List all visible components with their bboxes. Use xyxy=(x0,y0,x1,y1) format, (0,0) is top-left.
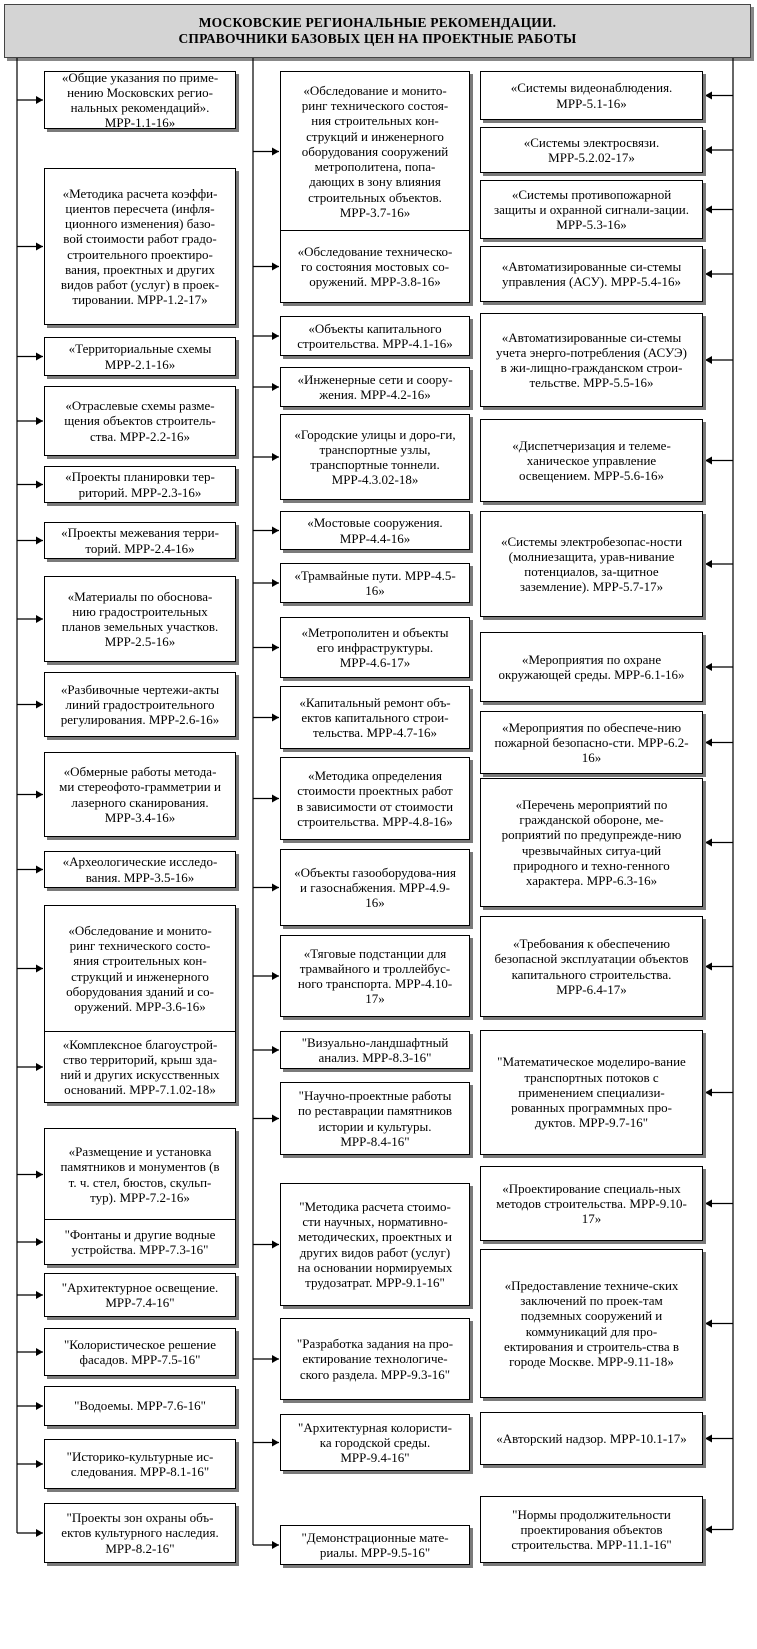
col2-item-box xyxy=(280,563,470,603)
col1-item-box xyxy=(44,1219,236,1265)
col3-item-box xyxy=(480,246,703,302)
col2-item-box xyxy=(280,757,470,840)
col2-item-box xyxy=(280,71,470,232)
col2-item-text: "Методика расчета стоимо-сти научных, нормативно-методических, проектных и других видов работ (услуг) на основании нормируемых трудозатрат. МРР-9.1-16" xyxy=(297,1198,453,1290)
col1-item-box xyxy=(44,752,236,837)
col1-item-text: «Материалы по обоснова-нию градостроительных планов земельных участков. МРР-2.5-16» xyxy=(61,588,219,650)
col3-item-box xyxy=(480,1166,703,1241)
col3-item-box xyxy=(480,778,703,907)
col3-item-box xyxy=(480,1249,703,1398)
col1-item-text: «Отраслевые схемы разме-щения объектов строитель-ства. МРР-2.2-16» xyxy=(64,398,216,444)
col2-item-box xyxy=(280,686,470,749)
col1-item-text: «Проекты планировки тер-риторий. МРР-2.3-16» xyxy=(65,469,215,500)
col3-item-text: «Диспетчеризация и телеме-ханическое управление освещением. МРР-5.6-16» xyxy=(512,437,671,484)
col2-item-box xyxy=(280,230,470,303)
col1-item-box xyxy=(44,851,236,888)
col1-item-text: «Территориальные схемы МРР-2.1-16» xyxy=(68,341,212,372)
col2-item-text: «Тяговые подстанции для трамвайного и троллейбус-ного транспорта. МРР-4.10-17» xyxy=(297,945,453,1007)
col1-item-text: "Водоемы. МРР-7.6-16" xyxy=(74,1398,206,1414)
col1-item-box xyxy=(44,905,236,1032)
col1-item-text: «Проекты межевания терри-торий. МРР-2.4-16» xyxy=(61,525,219,556)
col2-item-box xyxy=(280,511,470,550)
col3-item-text: "Нормы продолжительности проектирования объектов строительства. МРР-11.1-16" xyxy=(511,1506,672,1553)
col2-item-box xyxy=(280,316,470,356)
col1-item-box xyxy=(44,337,236,376)
col3-item-text: «Системы электробезопас-ности (молниезащита, урав-нивание потенциалов, за-щитное заземление). МРР-5.7-17» xyxy=(500,533,683,595)
col2-item-text: "Демонстрационные мате-риалы. МРР-9.5-16" xyxy=(301,1529,449,1560)
col1-item-text: "Фонтаны и другие водные устройства. МРР-7.3-16" xyxy=(64,1226,216,1257)
col3-item-box xyxy=(480,71,703,120)
col2-item-text: «Инженерные сети и соору-жения. МРР-4.2-16» xyxy=(297,371,453,402)
col1-item-box xyxy=(44,576,236,662)
col1-item-text: «Размещение и установка памятников и монументов (в т. ч. стел, бюстов, скульп-тур). МРР-7.2-16» xyxy=(60,1144,220,1205)
col2-item-box xyxy=(280,617,470,678)
col1-item-box xyxy=(44,386,236,456)
col1-item-box xyxy=(44,466,236,503)
col1-item-box xyxy=(44,71,236,129)
col3-item-text: «Авторский надзор. МРР-10.1-17» xyxy=(496,1430,687,1446)
col3-item-text: «Системы противопожарной защиты и охранной сигнали-зации. МРР-5.3-16» xyxy=(493,186,689,233)
col2-item-text: «Обследование и монито-ринг технического состоя-ния строительных кон-струкций и инженерного оборудования сооружений метрополитена, попа-дающих в зону влияния строительных объектов. МРР-3.7-16» xyxy=(301,83,449,220)
col2-item-text: «Мостовые сооружения. МРР-4.4-16» xyxy=(307,515,443,546)
title-line-1: МОСКОВСКИЕ РЕГИОНАЛЬНЫЕ РЕКОМЕНДАЦИИ. xyxy=(198,15,557,30)
col3-item-text: «Автоматизированные си-стемы управления (АСУ). МРР-5.4-16» xyxy=(501,258,682,289)
col2-item-box xyxy=(280,935,470,1017)
col3-item-box xyxy=(480,916,703,1017)
col3-item-text: «Автоматизированные си-стемы учета энерго-потребления (АСУЭ) в жи-лищно-гражданском строи-тельстве. МРР-5.5-16» xyxy=(496,329,687,391)
col1-item-text: "Архитектурное освещение. МРР-7.4-16" xyxy=(61,1279,219,1310)
col1-item-box xyxy=(44,1031,236,1103)
col1-item-box xyxy=(44,1503,236,1563)
col3-item-text: «Мероприятия по обеспече-нию пожарной безопасно-сти. МРР-6.2-16» xyxy=(494,719,689,766)
col2-item-text: «Городские улицы и доро-ги, транспортные узлы, транспортные тоннели. МРР-4.3.02-18» xyxy=(294,426,456,488)
col1-item-box xyxy=(44,1128,236,1221)
col2-item-text: «Объекты капитального строительства. МРР-4.1-16» xyxy=(297,320,453,351)
col2-item-text: "Разработка задания на про-ектирование технологиче-ского раздела. МРР-9.3-16" xyxy=(296,1336,454,1382)
col3-item-text: «Предоставление техниче-ских заключений по проек-там подземных сооружений и коммуникаций для про-ектирования и строитель-ства в городе Москве. МРР-9.11-18» xyxy=(504,1277,679,1369)
col3-item-text: «Системы видеонаблюдения. МРР-5.1-16» xyxy=(510,80,673,111)
col3-item-text: «Проектирование специаль-ных методов строительства. МРР-9.10-17» xyxy=(496,1180,687,1227)
col2-item-text: "Научно-проектные работы по реставрации памятников истории и культуры. МРР-8.4-16" xyxy=(297,1088,453,1149)
col2-item-text: "Визуально-ландшафтный анализ. МРР-8.3-16" xyxy=(301,1034,449,1065)
col1-item-text: «Комплексное благоустрой-ство территорий, крыш зда-ний и других искусственных оснований. МРР-7.1.02-18» xyxy=(60,1036,220,1098)
col1-item-box xyxy=(44,1328,236,1376)
col3-item-box xyxy=(480,632,703,702)
col2-item-box xyxy=(280,1082,470,1155)
col3-item-text: "Математическое моделиро-вание транспортных потоков с применением специализи-рованных программных про-дуктов. МРР-9.7-16" xyxy=(497,1054,686,1131)
col1-item-text: «Обследование и монито-ринг технического состо-яния строительных кон-струкций и инженерного оборудования зданий и со-оружений. МРР-3.6-16» xyxy=(66,922,214,1014)
col3-item-box xyxy=(480,419,703,502)
col2-item-box xyxy=(280,1183,470,1306)
col2-item-text: «Трамвайные пути. МРР-4.5-16» xyxy=(294,567,456,598)
col1-item-text: «Разбивочные чертежи-акты линий градостроительного регулирования. МРР-2.6-16» xyxy=(60,681,220,728)
col3-item-box xyxy=(480,1496,703,1563)
col2-item-text: «Методика определения стоимости проектных работ в зависимости от стоимости строительства. МРР-4.8-16» xyxy=(296,768,454,829)
col1-item-text: «Методика расчета коэффи-циентов пересчета (инфля-ционного изменения) базо-вой стоимости работ градо-строительного проектиро-вания, проектных и других видов работ (услуг) в проек-тировании. МРР-1.2-17» xyxy=(60,185,220,308)
col3-item-box xyxy=(480,180,703,239)
col2-item-text: «Капитальный ремонт объ-ектов капитального строи-тельства. МРР-4.7-16» xyxy=(299,694,451,741)
col1-item-text: "Колористическое решение фасадов. МРР-7.5-16" xyxy=(64,1336,216,1367)
col2-item-box xyxy=(280,414,470,500)
col1-item-box xyxy=(44,1386,236,1426)
col3-item-box xyxy=(480,1412,703,1465)
col1-item-text: "Историко-культурные ис-следования. МРР-8.1-16" xyxy=(66,1448,214,1479)
col3-item-text: «Требования к обеспечению безопасной эксплуатации объектов капитального строительства. МРР-6.4-17» xyxy=(494,936,689,997)
title-line-2: СПРАВОЧНИКИ БАЗОВЫХ ЦЕН НА ПРОЕКТНЫЕ РАБОТЫ xyxy=(178,31,577,46)
col2-item-box xyxy=(280,1525,470,1565)
col3-item-box xyxy=(480,127,703,173)
col3-item-box xyxy=(480,1030,703,1155)
col2-item-box xyxy=(280,1031,470,1069)
col2-item-box xyxy=(280,1414,470,1471)
col3-item-box xyxy=(480,313,703,407)
col1-item-box xyxy=(44,522,236,559)
col1-item-text: "Проекты зон охраны объ-ектов культурного наследия. МРР-8.2-16" xyxy=(61,1510,219,1556)
col2-item-text: "Архитектурная колористи-ка городской среды. МРР-9.4-16" xyxy=(298,1419,452,1466)
col3-item-text: «Мероприятия по охране окружающей среды. МРР-6.1-16» xyxy=(498,651,685,682)
col2-item-box xyxy=(280,367,470,407)
col1-item-text: «Археологические исследо-вания. МРР-3.5-16» xyxy=(62,854,218,885)
col3-item-box xyxy=(480,711,703,774)
col3-item-text: «Перечень мероприятий по гражданской обороне, ме-роприятий по предупрежде-нию чрезвычайных ситуа-ций природного и техно-генного характера. МРР-6.3-16» xyxy=(501,796,682,888)
col3-item-box xyxy=(480,511,703,617)
col1-item-text: «Обмерные работы метода-ми стереофото-грамметрии и лазерного сканирования. МРР-3.4-16» xyxy=(59,764,221,825)
col1-item-box xyxy=(44,1273,236,1317)
col1-item-box xyxy=(44,1439,236,1489)
col2-item-text: «Обследование техническо-го состояния мостовых со-оружений. МРР-3.8-16» xyxy=(297,243,453,290)
col2-item-box xyxy=(280,1318,470,1400)
col3-item-text: «Системы электросвязи. МРР-5.2.02-17» xyxy=(523,134,660,165)
col2-item-text: «Метрополитен и объекты его инфраструктуры. МРР-4.6-17» xyxy=(301,624,449,671)
col1-item-text: «Общие указания по приме-нению Московских регио-нальных рекомендаций». МРР-1.1-16» xyxy=(61,69,219,131)
col1-item-box xyxy=(44,168,236,325)
col1-item-box xyxy=(44,672,236,737)
col2-item-text: «Объекты газооборудова-ния и газоснабжения. МРР-4.9-16» xyxy=(294,864,456,911)
col2-item-box xyxy=(280,849,470,926)
